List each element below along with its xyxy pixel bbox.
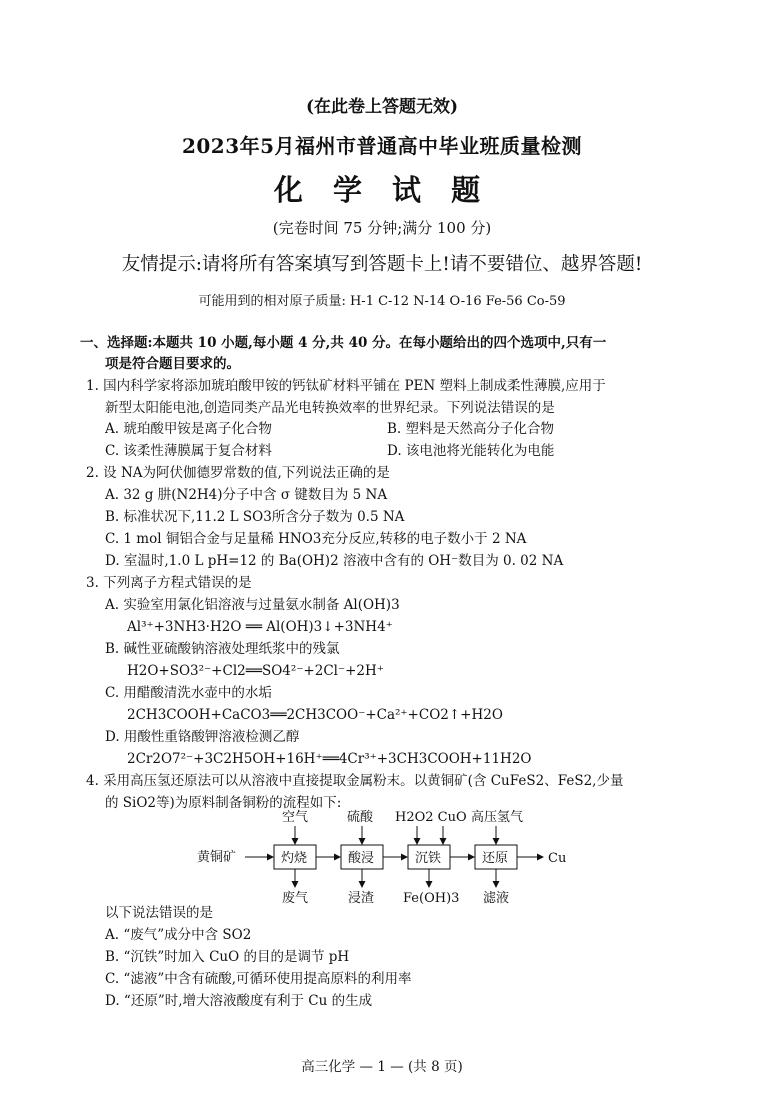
q3-stem: 3. 下列离子方程式错误的是 bbox=[86, 575, 252, 591]
q1-option-a: A. 琥珀酸甲铵是离子化合物 bbox=[105, 421, 272, 437]
input-air-label: 空气 bbox=[282, 810, 309, 825]
q4-question: 以下说法错误的是 bbox=[105, 905, 213, 921]
time-score: (完卷时间 75 分钟;满分 100 分) bbox=[272, 219, 492, 237]
input-hydrogen-label: 高压氢气 bbox=[471, 810, 524, 825]
output-iron-hydroxide-label: Fe(OH)3 bbox=[403, 891, 460, 906]
flow-end-label: Cu bbox=[548, 851, 567, 866]
q1-option-b: B. 塑料是天然高分子化合物 bbox=[387, 421, 555, 437]
q2-option-b: B. 标准状况下,11.2 L SO3所含分子数为 0.5 NA bbox=[105, 509, 405, 525]
output-filtrate-label: 滤液 bbox=[483, 891, 510, 906]
input-sulfuric-acid-label: 硫酸 bbox=[347, 810, 374, 825]
subject-title: 化 学 试 题 bbox=[273, 173, 491, 207]
q3-option-b: B. 碱性亚硫酸钠溶液处理纸浆中的残氯 bbox=[105, 641, 340, 657]
process-flow-diagram bbox=[195, 806, 585, 912]
q1-stem: 1. 国内科学家将添加琥珀酸甲铵的钙钛矿材料平铺在 PEN 塑料上制成柔性薄膜,应用于 bbox=[86, 378, 606, 394]
q1-option-d: D. 该电池将光能转化为电能 bbox=[387, 443, 555, 459]
q4-option-c: C. “滤液”中含有硫酸,可循环使用提高原料的利用率 bbox=[105, 971, 412, 987]
exam-title: 2023年5月福州市普通高中毕业班质量检测 bbox=[181, 134, 583, 158]
q4-stem: 4. 采用高压氢还原法可以从溶液中直接提取金属粉末。以黄铜矿(含 CuFeS2、FeS2,少量 bbox=[86, 773, 624, 789]
flow-start-label: 黄铜矿 bbox=[197, 850, 237, 865]
q3-option-d: D. 用酸性重铬酸钾溶液检测乙醇 bbox=[105, 729, 300, 745]
section-heading-line1: 一、选择题:本题共 10 小题,每小题 4 分,共 40 分。在每小题给出的四个选项中,只有一 bbox=[80, 335, 607, 351]
page-footer: 高三化学 — 1 — (共 8 页) bbox=[301, 1059, 463, 1075]
q4-option-b: B. “沉铁”时加入 CuO 的目的是调节 pH bbox=[105, 949, 350, 965]
q3-equation-c: 2CH3COOH+CaCO3══2CH3COO⁻+Ca²⁺+CO2↑+H2O bbox=[127, 707, 503, 723]
tip: 友情提示:请将所有答案填写到答题卡上!请不要错位、越界答题! bbox=[121, 254, 643, 275]
q3-equation-a: Al³⁺+3NH3·H2O ══ Al(OH)3↓+3NH4⁺ bbox=[127, 619, 393, 635]
atomic-mass: 可能用到的相对原子质量: H-1 C-12 N-14 O-16 Fe-56 Co-59 bbox=[198, 294, 566, 309]
q4-stem-cont: 的 SiO2等)为原料制备铜粉的流程如下: bbox=[105, 795, 342, 811]
q4-option-d: D. “还原”时,增大溶液酸度有利于 Cu 的生成 bbox=[105, 993, 373, 1009]
q2-stem: 2. 设 NA为阿伏伽德罗常数的值,下列说法正确的是 bbox=[86, 465, 390, 481]
step-reduction-label: 还原 bbox=[482, 851, 509, 866]
input-h2o2-cuo-label: H2O2 CuO bbox=[395, 810, 467, 825]
q2-option-d: D. 室温时,1.0 L pH=12 的 Ba(OH)2 溶液中含有的 OH⁻数目为 0. 02 NA bbox=[105, 553, 564, 569]
step-iron-removal-label: 沉铁 bbox=[415, 851, 442, 866]
step-leach-label: 酸浸 bbox=[348, 851, 375, 866]
output-waste-gas-label: 废气 bbox=[282, 891, 309, 906]
q3-equation-b: H2O+SO3²⁻+Cl2══SO4²⁻+2Cl⁻+2H⁺ bbox=[127, 663, 384, 679]
q2-option-c: C. 1 mol 铜铝合金与足量稀 HNO3充分反应,转移的电子数小于 2 NA bbox=[105, 531, 527, 547]
q3-option-a: A. 实验室用氯化铝溶液与过量氨水制备 Al(OH)3 bbox=[105, 597, 400, 613]
q3-equation-d: 2Cr2O7²⁻+3C2H5OH+16H⁺══4Cr³⁺+3CH3COOH+11H2O bbox=[127, 751, 532, 767]
q2-option-a: A. 32 g 肼(N2H4)分子中含 σ 键数目为 5 NA bbox=[105, 487, 388, 503]
step-roast-label: 灼烧 bbox=[281, 851, 308, 866]
q1-stem-cont: 新型太阳能电池,创造同类产品光电转换效率的世界纪录。下列说法错误的是 bbox=[105, 400, 555, 416]
q4-option-a: A. “废气”成分中含 SO2 bbox=[105, 927, 252, 943]
q1-option-c: C. 该柔性薄膜属于复合材料 bbox=[105, 443, 272, 459]
q3-option-c: C. 用醋酸清洗水壶中的水垢 bbox=[105, 685, 272, 701]
section-heading-line2: 项是符合题目要求的。 bbox=[105, 356, 240, 372]
notice: (在此卷上答题无效) bbox=[305, 97, 459, 117]
output-leach-residue-label: 浸渣 bbox=[348, 891, 375, 906]
